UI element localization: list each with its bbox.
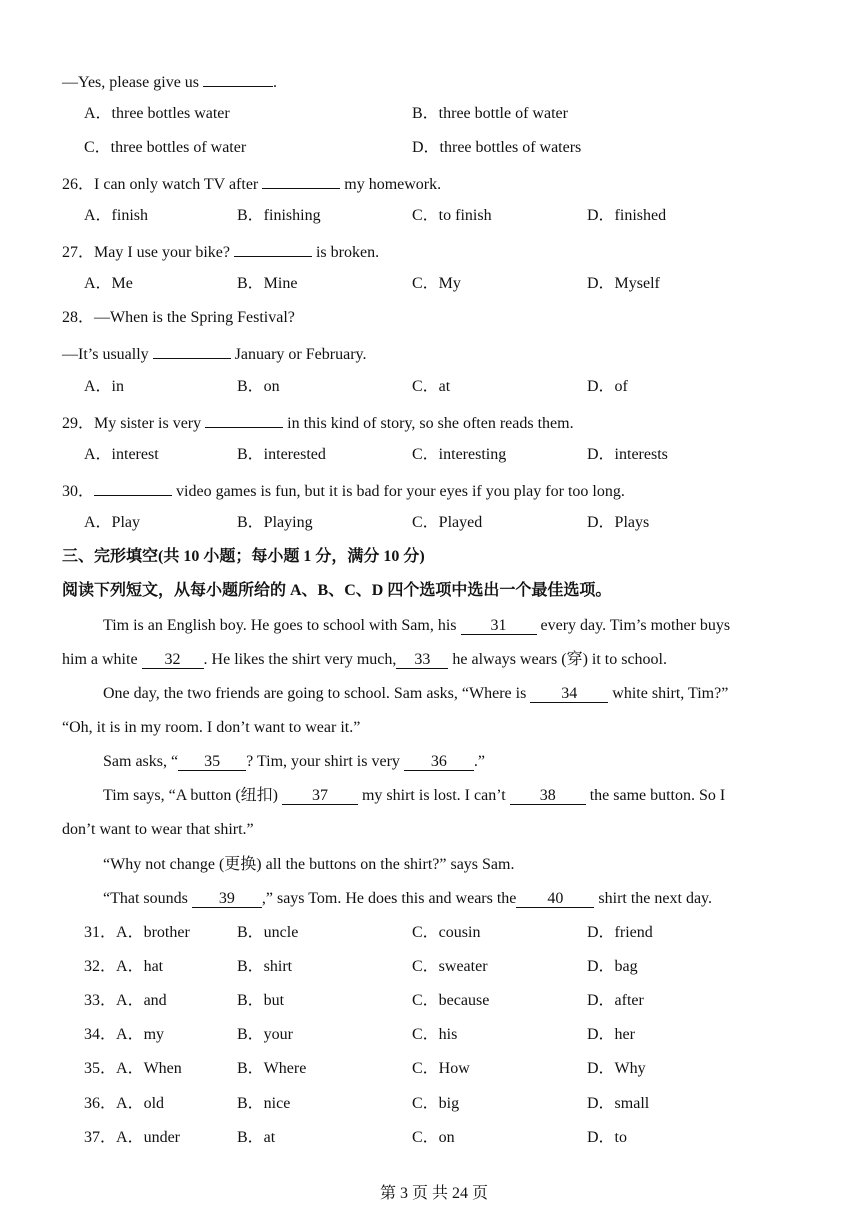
question-30: 30． video games is fun, but it is bad for your eyes if you play for too long. <box>0 478 868 500</box>
option-b: B．Where <box>237 1060 307 1077</box>
cloze-blank-34: 34 <box>530 685 608 703</box>
option-d: D．bag <box>587 958 638 975</box>
option-c: C．interesting <box>412 446 507 463</box>
cloze-blank-35: 35 <box>178 753 246 771</box>
option-d: D．after <box>587 992 644 1009</box>
option-b: B．Playing <box>237 514 313 531</box>
passage-line: “Why not change (更换) all the buttons on the shirt?” says Sam. <box>103 856 515 873</box>
question-27: 27．May I use your bike? is broken. <box>0 239 868 261</box>
page-footer: 第 3 页 共 24 页 <box>379 1185 488 1202</box>
option-c: C．Played <box>412 514 483 531</box>
cloze-question-35: 35．A．When B．Where C．How D．Why <box>0 1058 868 1080</box>
passage-line: Sam asks, “ 35 ? Tim, your shirt is very 36 .” <box>103 753 486 770</box>
question-28-reply: —It’s usually January or February. <box>0 341 868 363</box>
cloze-blank-31: 31 <box>461 617 537 635</box>
question-25-options-row-2 <box>0 137 868 159</box>
option-d: D．small <box>587 1095 650 1112</box>
option-a: A．When <box>116 1060 182 1077</box>
option-d: D．Plays <box>587 514 650 531</box>
option-a: A．Play <box>84 514 141 531</box>
section-instruction: 阅读下列短文，从每小题所给的 A、B、C、D 四个选项中选出一个最佳选项。 <box>62 582 612 599</box>
question-30-options <box>0 512 868 534</box>
passage-line: “Oh, it is in my room. I don’t want to wear it.” <box>62 719 361 736</box>
option-b: B．interested <box>237 446 326 463</box>
option-c: C．My <box>412 275 461 292</box>
option-b: B．three bottle of water <box>412 105 568 122</box>
cloze-question-31: 31．A．brother B．uncle C．cousin D．friend <box>0 922 868 944</box>
question-25-options-row-1 <box>0 103 868 125</box>
option-d: D．finished <box>587 207 667 224</box>
option-d: D．friend <box>587 924 653 941</box>
option-b: B．uncle <box>237 924 299 941</box>
passage-line: One day, the two friends are going to school. Sam asks, “Where is 34 white shirt, Tim?” <box>103 685 729 702</box>
question-26-options <box>0 205 868 227</box>
cloze-question-34: 34．A．my B．your C．his D．her <box>0 1024 868 1046</box>
answer-blank <box>205 410 283 428</box>
option-c: C．three bottles of water <box>84 139 247 156</box>
option-a: A．brother <box>116 924 190 941</box>
cloze-question-36: 36．A．old B．nice C．big D．small <box>0 1093 868 1115</box>
option-a: A．three bottles water <box>84 105 230 122</box>
cloze-blank-39: 39 <box>192 890 262 908</box>
cloze-question-37: 37．A．under B．at C．on D．to <box>0 1127 868 1149</box>
option-c: C．his <box>412 1026 458 1043</box>
passage-line: him a white 32 . He likes the shirt very much, 33 he always wears (穿) it to school. <box>62 651 668 668</box>
option-d: D．Why <box>587 1060 646 1077</box>
option-a: A．under <box>116 1129 181 1146</box>
option-c: C．big <box>412 1095 460 1112</box>
option-c: C．to finish <box>412 207 492 224</box>
option-b: B．your <box>237 1026 294 1043</box>
cloze-blank-38: 38 <box>510 787 586 805</box>
option-d: D．her <box>587 1026 635 1043</box>
option-b: B．shirt <box>237 958 293 975</box>
section-title: 三、完形填空(共 10 小题；每小题 1 分，满分 10 分) <box>62 548 425 565</box>
question-27-options <box>0 273 868 295</box>
option-b: B．Mine <box>237 275 298 292</box>
option-a: A．and <box>116 992 167 1009</box>
option-c: C．cousin <box>412 924 481 941</box>
option-b: B．but <box>237 992 285 1009</box>
option-b: B．on <box>237 378 280 395</box>
option-d: D．three bottles of waters <box>412 139 582 156</box>
option-d: D．to <box>587 1129 628 1146</box>
passage-line: Tim says, “A button (纽扣) 37 my shirt is lost. I can’t 38 the same button. So I <box>103 787 726 804</box>
option-a: A．hat <box>116 958 164 975</box>
option-c: C．at <box>412 378 451 395</box>
option-a: A．interest <box>84 446 159 463</box>
cloze-blank-40: 40 <box>516 890 594 908</box>
question-25-continuation: —Yes, please give us . <box>0 69 868 91</box>
option-d: D．interests <box>587 446 668 463</box>
option-b: B．finishing <box>237 207 321 224</box>
option-b: B．nice <box>237 1095 291 1112</box>
answer-blank <box>94 478 172 496</box>
question-29: 29．My sister is very in this kind of story, so she often reads them. <box>0 410 868 432</box>
answer-blank <box>203 69 273 87</box>
option-c: C．How <box>412 1060 470 1077</box>
option-d: D．of <box>587 378 628 395</box>
cloze-blank-37: 37 <box>282 787 358 805</box>
option-d: D．Myself <box>587 275 660 292</box>
answer-blank <box>153 341 231 359</box>
option-a: A．in <box>84 378 125 395</box>
option-c: C．sweater <box>412 958 488 975</box>
option-b: B．at <box>237 1129 276 1146</box>
cloze-question-33: 33．A．and B．but C．because D．after <box>0 990 868 1012</box>
option-a: A．Me <box>84 275 133 292</box>
option-c: C．on <box>412 1129 455 1146</box>
cloze-blank-32: 32 <box>142 651 204 669</box>
cloze-blank-33: 33 <box>396 651 448 669</box>
cloze-blank-36: 36 <box>404 753 474 771</box>
answer-blank <box>262 171 340 189</box>
cloze-question-32: 32．A．hat B．shirt C．sweater D．bag <box>0 956 868 978</box>
answer-blank <box>234 239 312 257</box>
passage-line: “That sounds 39 ,” says Tom. He does this and wears the 40 shirt the next day. <box>103 890 713 907</box>
question-28: 28．—When is the Spring Festival? <box>62 309 295 326</box>
question-29-options <box>0 444 868 466</box>
question-26: 26．I can only watch TV after my homework. <box>0 171 868 193</box>
passage-line: don’t want to wear that shirt.” <box>62 821 254 838</box>
option-a: A．old <box>116 1095 165 1112</box>
passage-line: Tim is an English boy. He goes to school with Sam, his 31 every day. Tim’s mother buys <box>103 617 731 634</box>
option-c: C．because <box>412 992 490 1009</box>
option-a: A．finish <box>84 207 149 224</box>
option-a: A．my <box>116 1026 165 1043</box>
question-28-options <box>0 376 868 398</box>
